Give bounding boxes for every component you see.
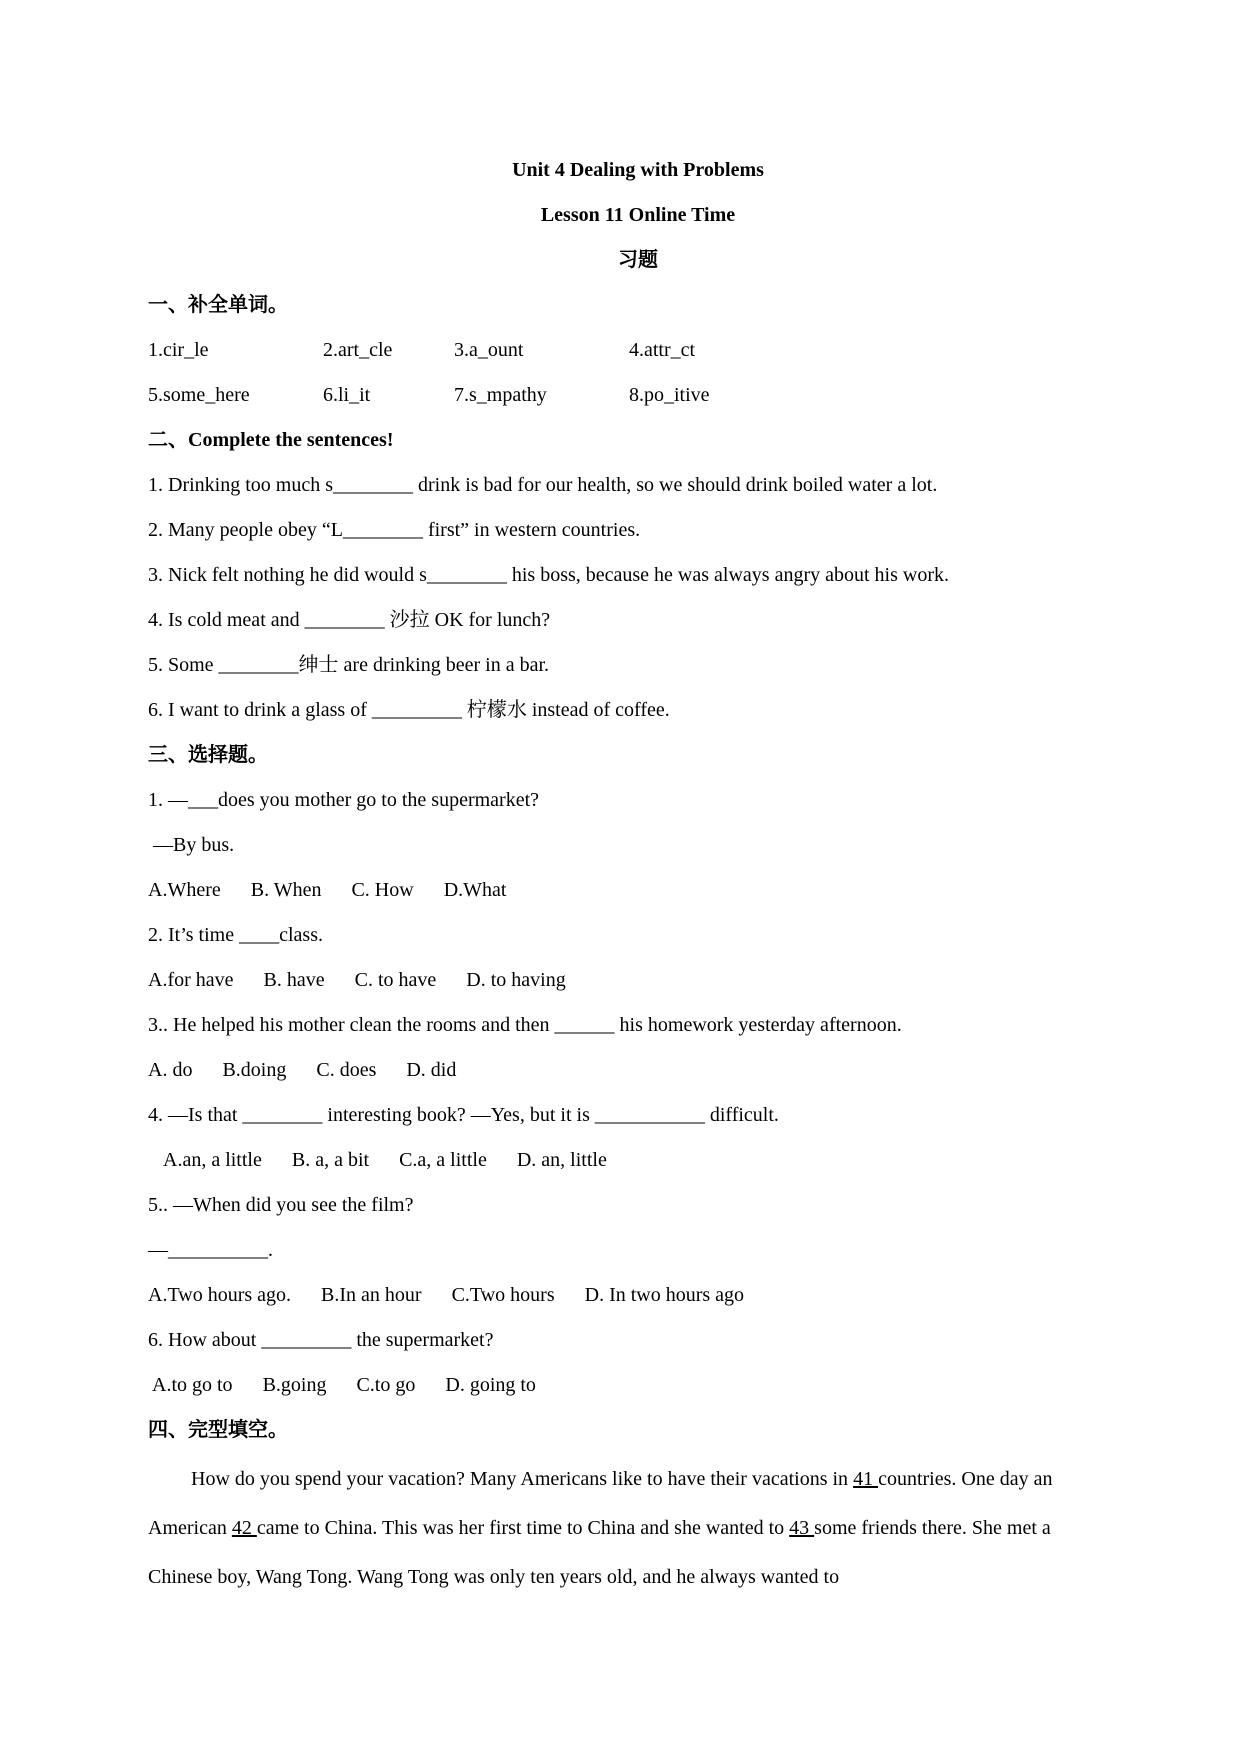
option-d: D. going to — [445, 1374, 536, 1396]
option-b: B.In an hour — [321, 1284, 422, 1306]
option-a: A. do — [148, 1059, 193, 1081]
passage-text: countries. One day an American — [148, 1468, 1053, 1539]
passage-text: How do you spend your vacation? Many Americans like to have their vacations in — [191, 1468, 854, 1490]
question-6-options — [148, 1363, 1098, 1408]
cloze-passage — [148, 1453, 1098, 1602]
passage-text: came to China. This was her first time to China and she wanted to — [256, 1517, 790, 1539]
option-b: B. have — [263, 969, 325, 991]
word-item: 5.some_here — [148, 384, 250, 406]
sentence-3: 3. Nick felt nothing he did would s________ his boss, because he was always angry about his work. — [148, 564, 949, 586]
word-item: 8.po_itive — [629, 384, 710, 406]
blank-41: 41 — [853, 1468, 879, 1490]
option-d: D. an, little — [516, 1149, 607, 1171]
blank-43: 43 — [789, 1517, 815, 1539]
worksheet-page — [148, 148, 1098, 1602]
question-1-options — [148, 868, 1098, 913]
word-row-2 — [148, 373, 1098, 418]
word-item: 4.attr_ct — [629, 339, 696, 361]
question-1-stem: 1. —___does you mother go to the supermarket? — [148, 789, 540, 811]
question-4-options — [148, 1138, 1098, 1183]
option-d: D. to having — [466, 969, 566, 991]
option-c: C. How — [351, 879, 414, 901]
option-b: B. a, a bit — [291, 1149, 370, 1171]
word-item: 3.a_ount — [454, 339, 524, 361]
section-1-heading: 一、补全单词。 — [148, 294, 288, 316]
word-row-1 — [148, 328, 1098, 373]
passage-text: some friends there. She met a Chinese boy, Wang Tong. Wang Tong was only ten years old, and he always wanted to — [148, 1517, 1051, 1588]
question-6-stem: 6. How about _________ the supermarket? — [148, 1329, 494, 1351]
unit-title: Unit 4 Dealing with Problems — [512, 159, 764, 181]
sentence-4: 4. Is cold meat and ________ 沙拉 OK for lunch? — [148, 609, 551, 631]
option-c: C. to have — [354, 969, 437, 991]
option-c: C. does — [316, 1059, 377, 1081]
section-4-heading: 四、完型填空。 — [148, 1419, 288, 1441]
option-d: D.What — [443, 879, 507, 901]
option-b: B. When — [250, 879, 322, 901]
question-5-stem: 5.. —When did you see the film? — [148, 1194, 414, 1216]
option-c: C.a, a little — [399, 1149, 487, 1171]
option-c: C.Two hours — [451, 1284, 555, 1306]
option-b: B.going — [262, 1374, 327, 1396]
lesson-title: Lesson 11 Online Time — [540, 204, 736, 226]
word-item: 7.s_mpathy — [454, 384, 547, 406]
option-a: A.to go to — [152, 1374, 233, 1396]
worksheet-subtitle: 习题 — [618, 249, 658, 271]
option-d: D. In two hours ago — [584, 1284, 745, 1306]
sentence-1: 1. Drinking too much s________ drink is bad for our health, so we should drink boiled water a lot. — [148, 474, 938, 496]
sentence-2: 2. Many people obey “L________ first” in western countries. — [148, 519, 641, 541]
option-d: D. did — [406, 1059, 457, 1081]
blank-42: 42 — [231, 1517, 257, 1539]
question-2-options — [148, 958, 1098, 1003]
option-a: A.Two hours ago. — [148, 1284, 292, 1306]
sentence-5: 5. Some ________绅士 are drinking beer in a bar. — [148, 654, 550, 676]
option-a: A.Where — [148, 879, 221, 901]
question-4-stem: 4. —Is that ________ interesting book? —Yes, but it is ___________ difficult. — [148, 1104, 779, 1126]
option-a: A.for have — [148, 969, 234, 991]
word-item: 2.art_cle — [323, 339, 393, 361]
question-3-options — [148, 1048, 1098, 1093]
section-3-heading: 三、选择题。 — [148, 744, 268, 766]
question-5-options — [148, 1273, 1098, 1318]
option-a: A.an, a little — [163, 1149, 262, 1171]
question-5-answer-line: —__________. — [148, 1239, 273, 1261]
section-2-heading: 二、Complete the sentences! — [148, 429, 394, 451]
question-1-answer-line: —By bus. — [148, 834, 235, 856]
word-item: 1.cir_le — [148, 339, 209, 361]
word-item: 6.li_it — [323, 384, 371, 406]
question-3-stem: 3.. He helped his mother clean the rooms and then ______ his homework yesterday afternoon. — [148, 1014, 902, 1036]
option-b: B.doing — [222, 1059, 287, 1081]
option-c: C.to go — [356, 1374, 416, 1396]
sentence-6: 6. I want to drink a glass of _________ 柠檬水 instead of coffee. — [148, 699, 670, 721]
question-2-stem: 2. It’s time ____class. — [148, 924, 323, 946]
